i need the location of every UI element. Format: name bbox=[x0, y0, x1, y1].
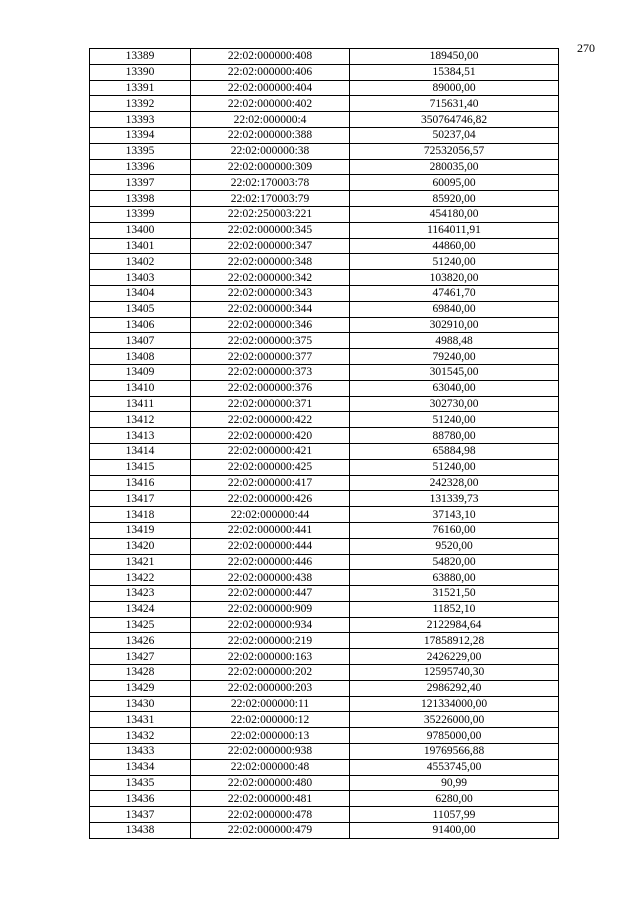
row-number-cell: 13438 bbox=[90, 823, 191, 839]
cadastral-number-cell: 22:02:000000:44 bbox=[191, 507, 350, 523]
cadastral-number-cell: 22:02:000000:422 bbox=[191, 412, 350, 428]
value-cell: 301545,00 bbox=[350, 364, 559, 380]
cadastral-number-cell: 22:02:000000:425 bbox=[191, 459, 350, 475]
row-number-cell: 13419 bbox=[90, 522, 191, 538]
row-number-cell: 13413 bbox=[90, 428, 191, 444]
row-number-cell: 13420 bbox=[90, 538, 191, 554]
table-row bbox=[90, 333, 559, 349]
cadastral-number-cell: 22:02:000000:909 bbox=[191, 601, 350, 617]
row-number-cell: 13409 bbox=[90, 364, 191, 380]
cadastral-number-cell: 22:02:000000:480 bbox=[191, 775, 350, 791]
cadastral-number-cell: 22:02:000000:438 bbox=[191, 570, 350, 586]
table-row bbox=[90, 617, 559, 633]
table-row bbox=[90, 175, 559, 191]
cadastral-number-cell: 22:02:000000:420 bbox=[191, 428, 350, 444]
row-number-cell: 13429 bbox=[90, 680, 191, 696]
value-cell: 91400,00 bbox=[350, 823, 559, 839]
value-cell: 11852,10 bbox=[350, 601, 559, 617]
table-row bbox=[90, 696, 559, 712]
value-cell: 2986292,40 bbox=[350, 680, 559, 696]
value-cell: 35226000,00 bbox=[350, 712, 559, 728]
cadastral-number-cell: 22:02:000000:203 bbox=[191, 680, 350, 696]
value-cell: 31521,50 bbox=[350, 586, 559, 602]
table-row bbox=[90, 270, 559, 286]
row-number-cell: 13395 bbox=[90, 143, 191, 159]
table-row bbox=[90, 159, 559, 175]
value-cell: 11057,99 bbox=[350, 807, 559, 823]
table-row bbox=[90, 80, 559, 96]
table-row bbox=[90, 254, 559, 270]
table-row bbox=[90, 791, 559, 807]
value-cell: 47461,70 bbox=[350, 285, 559, 301]
row-number-cell: 13407 bbox=[90, 333, 191, 349]
row-number-cell: 13423 bbox=[90, 586, 191, 602]
table-row bbox=[90, 680, 559, 696]
row-number-cell: 13428 bbox=[90, 665, 191, 681]
row-number-cell: 13424 bbox=[90, 601, 191, 617]
row-number-cell: 13403 bbox=[90, 270, 191, 286]
value-cell: 302910,00 bbox=[350, 317, 559, 333]
value-cell: 9520,00 bbox=[350, 538, 559, 554]
value-cell: 37143,10 bbox=[350, 507, 559, 523]
row-number-cell: 13434 bbox=[90, 759, 191, 775]
cadastral-number-cell: 22:02:000000:478 bbox=[191, 807, 350, 823]
cadastral-number-cell: 22:02:000000:402 bbox=[191, 96, 350, 112]
row-number-cell: 13416 bbox=[90, 475, 191, 491]
row-number-cell: 13398 bbox=[90, 191, 191, 207]
table-row bbox=[90, 586, 559, 602]
row-number-cell: 13435 bbox=[90, 775, 191, 791]
table-row bbox=[90, 507, 559, 523]
table-row bbox=[90, 412, 559, 428]
value-cell: 54820,00 bbox=[350, 554, 559, 570]
value-cell: 76160,00 bbox=[350, 522, 559, 538]
value-cell: 103820,00 bbox=[350, 270, 559, 286]
row-number-cell: 13425 bbox=[90, 617, 191, 633]
value-cell: 63880,00 bbox=[350, 570, 559, 586]
cadastral-number-cell: 22:02:000000:13 bbox=[191, 728, 350, 744]
row-number-cell: 13418 bbox=[90, 507, 191, 523]
table-row bbox=[90, 807, 559, 823]
table-row bbox=[90, 96, 559, 112]
table-row bbox=[90, 191, 559, 207]
table-row bbox=[90, 301, 559, 317]
value-cell: 189450,00 bbox=[350, 49, 559, 65]
table-row bbox=[90, 649, 559, 665]
cadastral-number-cell: 22:02:000000:417 bbox=[191, 475, 350, 491]
table-row bbox=[90, 601, 559, 617]
value-cell: 51240,00 bbox=[350, 412, 559, 428]
cadastral-number-cell: 22:02:000000:4 bbox=[191, 112, 350, 128]
table-row bbox=[90, 759, 559, 775]
table-body bbox=[90, 49, 559, 839]
cadastral-number-cell: 22:02:170003:78 bbox=[191, 175, 350, 191]
table-row bbox=[90, 206, 559, 222]
table-row bbox=[90, 143, 559, 159]
row-number-cell: 13405 bbox=[90, 301, 191, 317]
table-row bbox=[90, 364, 559, 380]
value-cell: 65884,98 bbox=[350, 443, 559, 459]
row-number-cell: 13436 bbox=[90, 791, 191, 807]
cadastral-number-cell: 22:02:000000:406 bbox=[191, 64, 350, 80]
cadastral-number-cell: 22:02:000000:404 bbox=[191, 80, 350, 96]
cadastral-number-cell: 22:02:000000:11 bbox=[191, 696, 350, 712]
table-row bbox=[90, 665, 559, 681]
page-number: 270 bbox=[577, 41, 595, 55]
value-cell: 4553745,00 bbox=[350, 759, 559, 775]
cadastral-number-cell: 22:02:000000:345 bbox=[191, 222, 350, 238]
cadastral-number-cell: 22:02:170003:79 bbox=[191, 191, 350, 207]
value-cell: 6280,00 bbox=[350, 791, 559, 807]
table-row bbox=[90, 222, 559, 238]
value-cell: 454180,00 bbox=[350, 206, 559, 222]
row-number-cell: 13431 bbox=[90, 712, 191, 728]
cadastral-number-cell: 22:02:000000:219 bbox=[191, 633, 350, 649]
row-number-cell: 13433 bbox=[90, 744, 191, 760]
row-number-cell: 13417 bbox=[90, 491, 191, 507]
cadastral-number-cell: 22:02:000000:373 bbox=[191, 364, 350, 380]
value-cell: 79240,00 bbox=[350, 349, 559, 365]
table-row bbox=[90, 775, 559, 791]
row-number-cell: 13393 bbox=[90, 112, 191, 128]
value-cell: 9785000,00 bbox=[350, 728, 559, 744]
row-number-cell: 13437 bbox=[90, 807, 191, 823]
table-row bbox=[90, 428, 559, 444]
cadastral-number-cell: 22:02:000000:344 bbox=[191, 301, 350, 317]
value-cell: 69840,00 bbox=[350, 301, 559, 317]
table-row bbox=[90, 380, 559, 396]
table-row bbox=[90, 475, 559, 491]
value-cell: 12595740,30 bbox=[350, 665, 559, 681]
value-cell: 350764746,82 bbox=[350, 112, 559, 128]
table-row bbox=[90, 64, 559, 80]
table-row bbox=[90, 633, 559, 649]
value-cell: 60095,00 bbox=[350, 175, 559, 191]
table-row bbox=[90, 127, 559, 143]
row-number-cell: 13411 bbox=[90, 396, 191, 412]
value-cell: 131339,73 bbox=[350, 491, 559, 507]
row-number-cell: 13432 bbox=[90, 728, 191, 744]
row-number-cell: 13427 bbox=[90, 649, 191, 665]
cadastral-number-cell: 22:02:000000:48 bbox=[191, 759, 350, 775]
cadastral-number-cell: 22:02:000000:342 bbox=[191, 270, 350, 286]
value-cell: 1164011,91 bbox=[350, 222, 559, 238]
value-cell: 89000,00 bbox=[350, 80, 559, 96]
table-row bbox=[90, 491, 559, 507]
cadastral-number-cell: 22:02:000000:347 bbox=[191, 238, 350, 254]
cadastral-number-cell: 22:02:000000:375 bbox=[191, 333, 350, 349]
table-row bbox=[90, 538, 559, 554]
cadastral-number-cell: 22:02:000000:444 bbox=[191, 538, 350, 554]
row-number-cell: 13399 bbox=[90, 206, 191, 222]
cadastral-number-cell: 22:02:000000:343 bbox=[191, 285, 350, 301]
cadastral-number-cell: 22:02:000000:371 bbox=[191, 396, 350, 412]
cadastral-number-cell: 22:02:000000:163 bbox=[191, 649, 350, 665]
cadastral-number-cell: 22:02:000000:481 bbox=[191, 791, 350, 807]
row-number-cell: 13430 bbox=[90, 696, 191, 712]
cadastral-number-cell: 22:02:000000:309 bbox=[191, 159, 350, 175]
cadastral-number-cell: 22:02:000000:441 bbox=[191, 522, 350, 538]
row-number-cell: 13421 bbox=[90, 554, 191, 570]
cadastral-number-cell: 22:02:000000:38 bbox=[191, 143, 350, 159]
table-row bbox=[90, 349, 559, 365]
cadastral-number-cell: 22:02:000000:388 bbox=[191, 127, 350, 143]
value-cell: 4988,48 bbox=[350, 333, 559, 349]
row-number-cell: 13426 bbox=[90, 633, 191, 649]
value-cell: 2122984,64 bbox=[350, 617, 559, 633]
row-number-cell: 13414 bbox=[90, 443, 191, 459]
value-cell: 242328,00 bbox=[350, 475, 559, 491]
cadastral-number-cell: 22:02:250003:221 bbox=[191, 206, 350, 222]
row-number-cell: 13410 bbox=[90, 380, 191, 396]
table-row bbox=[90, 285, 559, 301]
cadastral-number-cell: 22:02:000000:377 bbox=[191, 349, 350, 365]
table-row bbox=[90, 728, 559, 744]
row-number-cell: 13406 bbox=[90, 317, 191, 333]
row-number-cell: 13404 bbox=[90, 285, 191, 301]
row-number-cell: 13422 bbox=[90, 570, 191, 586]
cadastral-number-cell: 22:02:000000:938 bbox=[191, 744, 350, 760]
value-cell: 121334000,00 bbox=[350, 696, 559, 712]
cadastral-number-cell: 22:02:000000:346 bbox=[191, 317, 350, 333]
row-number-cell: 13400 bbox=[90, 222, 191, 238]
cadastral-number-cell: 22:02:000000:376 bbox=[191, 380, 350, 396]
value-cell: 51240,00 bbox=[350, 459, 559, 475]
value-cell: 302730,00 bbox=[350, 396, 559, 412]
table-row bbox=[90, 396, 559, 412]
value-cell: 85920,00 bbox=[350, 191, 559, 207]
value-cell: 280035,00 bbox=[350, 159, 559, 175]
row-number-cell: 13408 bbox=[90, 349, 191, 365]
table-row bbox=[90, 744, 559, 760]
value-cell: 15384,51 bbox=[350, 64, 559, 80]
value-cell: 17858912,28 bbox=[350, 633, 559, 649]
value-cell: 51240,00 bbox=[350, 254, 559, 270]
cadastral-number-cell: 22:02:000000:408 bbox=[191, 49, 350, 65]
value-cell: 63040,00 bbox=[350, 380, 559, 396]
table-row bbox=[90, 443, 559, 459]
table-row bbox=[90, 522, 559, 538]
cadastral-number-cell: 22:02:000000:447 bbox=[191, 586, 350, 602]
row-number-cell: 13402 bbox=[90, 254, 191, 270]
row-number-cell: 13391 bbox=[90, 80, 191, 96]
value-cell: 715631,40 bbox=[350, 96, 559, 112]
cadastral-number-cell: 22:02:000000:934 bbox=[191, 617, 350, 633]
table-row bbox=[90, 459, 559, 475]
cadastral-number-cell: 22:02:000000:348 bbox=[191, 254, 350, 270]
cadastral-number-cell: 22:02:000000:202 bbox=[191, 665, 350, 681]
cadastral-number-cell: 22:02:000000:446 bbox=[191, 554, 350, 570]
row-number-cell: 13392 bbox=[90, 96, 191, 112]
value-cell: 88780,00 bbox=[350, 428, 559, 444]
row-number-cell: 13389 bbox=[90, 49, 191, 65]
row-number-cell: 13394 bbox=[90, 127, 191, 143]
table-row bbox=[90, 712, 559, 728]
value-cell: 90,99 bbox=[350, 775, 559, 791]
cadastral-number-cell: 22:02:000000:479 bbox=[191, 823, 350, 839]
table-row bbox=[90, 823, 559, 839]
table-row bbox=[90, 112, 559, 128]
cadastral-number-cell: 22:02:000000:421 bbox=[191, 443, 350, 459]
value-cell: 19769566,88 bbox=[350, 744, 559, 760]
value-cell: 72532056,57 bbox=[350, 143, 559, 159]
row-number-cell: 13415 bbox=[90, 459, 191, 475]
row-number-cell: 13397 bbox=[90, 175, 191, 191]
row-number-cell: 13401 bbox=[90, 238, 191, 254]
table-row bbox=[90, 570, 559, 586]
table-row bbox=[90, 238, 559, 254]
row-number-cell: 13412 bbox=[90, 412, 191, 428]
cadastral-number-cell: 22:02:000000:426 bbox=[191, 491, 350, 507]
cadastral-number-cell: 22:02:000000:12 bbox=[191, 712, 350, 728]
table-row bbox=[90, 554, 559, 570]
value-cell: 44860,00 bbox=[350, 238, 559, 254]
table-row bbox=[90, 49, 559, 65]
row-number-cell: 13390 bbox=[90, 64, 191, 80]
table-row bbox=[90, 317, 559, 333]
value-cell: 50237,04 bbox=[350, 127, 559, 143]
data-table bbox=[89, 48, 559, 839]
value-cell: 2426229,00 bbox=[350, 649, 559, 665]
row-number-cell: 13396 bbox=[90, 159, 191, 175]
